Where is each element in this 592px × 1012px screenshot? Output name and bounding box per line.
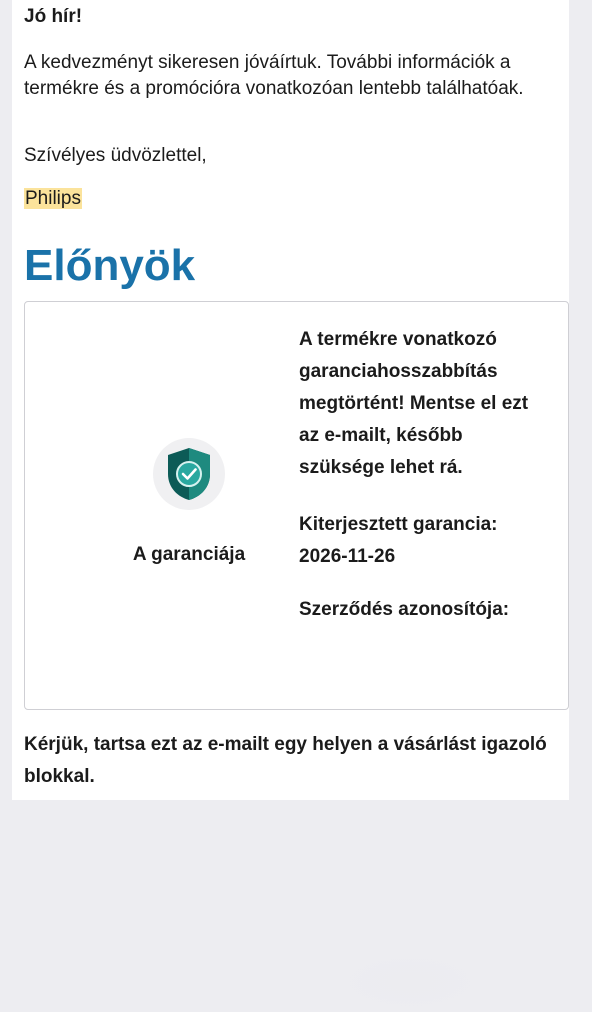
regards-text: Szívélyes üdvözlettel, xyxy=(24,145,207,166)
shield-check-icon xyxy=(153,438,225,510)
email-body xyxy=(12,0,569,800)
greeting: Jó hír! xyxy=(24,6,83,27)
warranty-label: A garanciája xyxy=(132,544,246,565)
footer-note: Kérjük, tartsa ezt az e-mailt egy helyen a vásárlást igazoló blokkal. xyxy=(24,734,547,787)
signature-highlight: Philips xyxy=(25,188,81,209)
warranty-notice: A termékre vonatkozó garanciahosszabbítás megtörtént! Mentse el ezt az e-mailt, később szüksége lehet rá. xyxy=(299,329,529,478)
signature xyxy=(24,186,82,212)
extended-warranty-date: 2026-11-26 xyxy=(299,546,396,567)
intro-paragraph: A kedvezményt sikeresen jóváírtuk. További információk a termékre és a promócióra vonatkozóan lentebb találhatóak. xyxy=(24,52,524,99)
warranty-card xyxy=(24,301,569,710)
contract-id-label: Szerződés azonosítója: xyxy=(299,599,510,620)
redacted-contract-id xyxy=(335,952,485,1012)
benefits-title: Előnyök xyxy=(24,241,196,290)
extended-warranty-label: Kiterjesztett garancia: xyxy=(299,514,498,535)
